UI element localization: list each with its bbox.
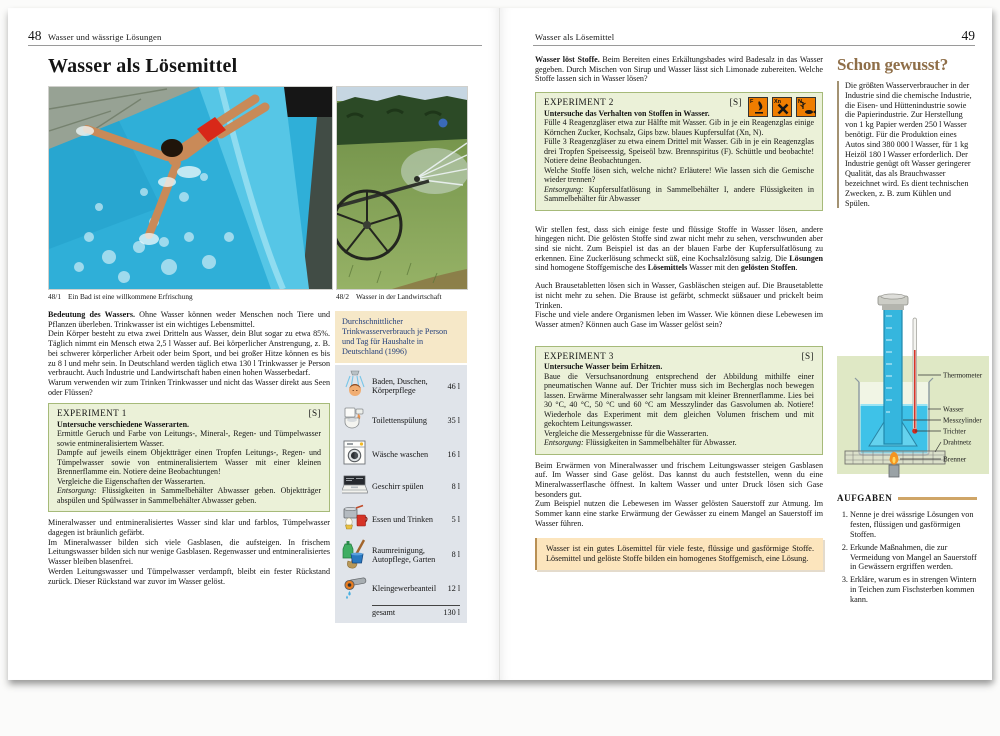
experiment-step: Baue die Versuchsanordnung entsprechend der Abbildung mithilfe einer pneumatischen Wanne auf. Der Trichter muss sich im Becherglas noch bewegen lassen. Erwärme Mineralwasser sehr langsam mit kleiner Brennerflamme. Lies bei 30 °C, 40 °C, 50 °C und 60 °C am Messzylinder das Gasvolumen ab. Notiere! Wiederhole das Experiment mit dem gleichen Volumen frischem und mit gekochtem Leitungswasser. <box>544 371 814 429</box>
experiment-3-box <box>535 346 823 455</box>
experiment-subtitle: Untersuche Wasser beim Erhitzen. <box>544 362 663 372</box>
table-row <box>342 504 460 535</box>
table-row-value: 8 l <box>451 482 460 492</box>
tap-icon <box>342 575 372 602</box>
experiment-step: Dampfe auf jeweils einem Objektträger einen Tropfen Leitungs-, Regen- und Tümpelwasser sowie von entmineralisiertem Wasser mit einer kleinen Brennerflamme ein. Notiere deine Beobachtungen! <box>57 448 321 477</box>
page-left <box>8 8 500 680</box>
main-column-right <box>535 55 823 570</box>
experiment-title: EXPERIMENT 1 <box>57 408 127 419</box>
paragraph-text: Zum Beispiel nutzen die Lebewesen im Wasser gelösten Sauerstoff zur Atmung. Im Sommer kann eine starke Erwärmung der Gewässer zu einem Mangel an Sauerstoff im Wasser führen. <box>535 499 823 528</box>
diagram-label-thermometer: Thermometer <box>943 371 983 380</box>
experiment-subtitle: Untersuche das Verhalten von Stoffen in Wasser. <box>544 108 710 118</box>
experiment-2-box <box>535 92 823 211</box>
task-item: 3. Erkläre, warum es in strengen Wintern in Teichen zum Fischsterben kommen kann. <box>850 575 977 604</box>
experiment-step: Fülle 4 Reagenzgläser etwa zur Hälfte mit Wasser. Gib in je ein Reagenzglas einige Körnchen Zucker, Kochsalz, Gips bzw. blaues Kupfersulfat (Xn, N). <box>544 118 814 137</box>
experiment-step: Fülle 3 Reagenzgläser zu etwa einem Drittel mit Wasser. Gib in je ein Reagenzglas drei Tropfen Speiseessig, Speiseöl bzw. Brennspiritus (F). Schüttle und beobachte! Notiere deine Beobachtungen. <box>544 137 814 166</box>
keyword: Lösungen <box>789 253 823 263</box>
table-row-label: Toilettenspülung <box>372 416 427 426</box>
paragraph-text: Wir stellen fest, dass sich einige feste und flüssige Stoffe in Wasser lösen, andere hingegen nicht. Die gelösten Stoffe sind zwar nicht mehr zu sehen, verschwunden aber sind sie nicht. Zum Beispiel ist das an der blauen Farbe der Kupfersulfatlösung zu erkennen. Eine Zuckerlösung schmeckt süß, eine Kochsalzlösung salzig. Die <box>535 224 823 263</box>
table-row <box>342 538 460 573</box>
table-row <box>342 406 460 437</box>
paragraph-text: Fische und viele andere Organismen leben im Wasser. Wie können diese Lebewesen im Wasser atmen? Können auch Gase im Wasser gelöst sein? <box>535 310 823 329</box>
experiment-subtitle: Untersuche verschiedene Wasserarten. <box>57 419 190 429</box>
table-rows <box>335 365 467 623</box>
harmful-icon <box>772 97 792 117</box>
table-total-label: gesamt <box>372 607 396 617</box>
header-rule <box>28 45 482 46</box>
experiment-step: Vergleiche die Eigenschaften der Wasserarten. <box>57 476 206 486</box>
paragraph-text: Auch Brausetabletten lösen sich in Wasser, Gasbläschen steigen auf. Die Brausetablette ist nicht mehr zu sehen. Die Brause ist gefärbt, schmeckt süßsauer und prickelt beim Trinken. <box>535 281 823 310</box>
paragraph-text: Mineralwasser und entmineralisiertes Wasser sind klar und farblos, Tümpelwasser dagegen ist bräunlich gefärbt. <box>48 518 330 538</box>
table-row-label: Essen und Trinken <box>372 514 433 524</box>
paragraph-text: Beim Bereiten eines Erkältungsbades wird Badesalz in das Wasser gegeben. Durch Mischen von Sirup und Wasser lässt sich Limonade zubereiten. Welche Stoffe lassen sich in Wasser lösen? <box>535 55 823 84</box>
page-right <box>500 8 992 680</box>
diagram-label-trichter: Trichter <box>943 427 966 436</box>
paragraph-text: Werden Leitungswasser und Tümpelwasser verdampft, bleibt ein fester Rückstand zurück. Dieser Rückstand war zuvor im Wasser gelöst. <box>48 566 330 586</box>
experiment-1-box <box>48 403 330 512</box>
results-paragraphs <box>48 518 330 586</box>
photo-caption <box>336 292 442 301</box>
tasks-heading: AUFGABEN <box>837 493 893 504</box>
running-head: Wasser und wässrige Lösungen <box>48 32 162 42</box>
safety-tag: [S] <box>801 350 814 361</box>
caption-text: Wasser in der Landwirtschaft <box>355 292 442 301</box>
task-item: 1. Nenne je drei wässrige Lösungen von festen, flüssigen und gasförmigen Stoffen. <box>850 510 977 539</box>
paragraph-text: Ohne Wasser können weder Menschen noch Tiere und Pflanzen überleben. Trinkwasser ist ein wichtiges Lebensmittel. <box>48 310 331 329</box>
caption-number: 48/1 <box>48 292 61 301</box>
table-row <box>342 575 460 602</box>
food-icon <box>342 504 372 535</box>
toilet-icon <box>342 406 372 437</box>
diagram-label-drahtnetz: Drahtnetz <box>943 438 972 447</box>
running-head: Wasser als Lösemittel <box>535 32 615 42</box>
disposal-text: Flüssigkeiten in Sammelbehälter Abwasser geben. Objektträger abspülen und Spülwasser in Sammelbehälter Abwasser geben. <box>57 486 321 505</box>
intro-paragraph <box>535 55 823 84</box>
tasks-heading-rule <box>898 497 977 500</box>
gases-paragraphs <box>535 461 823 529</box>
paragraph-text: Wasser mit den <box>687 263 741 273</box>
table-row-label: Kleingewerbeanteil <box>372 583 437 593</box>
table-row-value: 46 l <box>447 381 460 391</box>
caption-number: 48/2 <box>336 292 349 301</box>
table-total-value: 130 l <box>443 607 460 617</box>
disposal-label: Entsorgung: <box>544 184 584 194</box>
tasks-section <box>837 493 977 604</box>
paragraph-text: sind homogene Stoffgemische des <box>535 263 648 273</box>
diagram-label-wasser: Wasser <box>943 405 964 414</box>
photo-irrigation <box>336 86 468 290</box>
book-spread <box>8 8 992 680</box>
table-row-label: Geschirr spülen <box>372 482 424 492</box>
table-row <box>342 439 460 470</box>
experiment-title: EXPERIMENT 3 <box>544 350 614 361</box>
water-consumption-table <box>335 311 467 625</box>
disposal-text: Flüssigkeiten in Sammelbehälter für Abwasser. <box>583 438 737 448</box>
experiment-step: Welche Stoffe lösen sich, welche nicht? Erläutere! Wie lassen sich die Gemische wieder trennen? <box>544 165 814 185</box>
table-row-label: Wäsche waschen <box>372 449 429 459</box>
margin-column <box>837 55 983 608</box>
shower-icon <box>342 370 372 403</box>
experiment-title: EXPERIMENT 2 <box>544 97 614 108</box>
keyword: Lösemittels <box>647 263 688 273</box>
did-you-know-heading: Schon gewusst? <box>837 55 949 74</box>
photo-caption <box>48 292 193 301</box>
experiment-step: Vergleiche die Messergebnisse für die Wasserarten. <box>544 428 709 438</box>
page-number: 49 <box>961 28 975 43</box>
hazard-code: N <box>798 99 802 106</box>
table-row-label: Baden, Duschen, Körperpflege <box>372 376 428 396</box>
table-row-value: 16 l <box>447 449 460 459</box>
intro-paragraphs <box>48 310 330 397</box>
safety-tag: [S] <box>308 408 321 419</box>
page-title: Wasser als Lösemittel <box>48 55 238 77</box>
apparatus-diagram <box>837 292 983 484</box>
header-rule <box>533 45 975 46</box>
table-row-label: Raumreinigung, Autopflege, Garten <box>372 545 436 565</box>
did-you-know-text: Die größten Wasserverbraucher in der Industrie sind die chemische Industrie, die Eisen- und Hüttenindustrie sowie die Papierindustrie. Zur Herstellung von 1 kg Papier werden 250 l Wasser benötigt. Für die Produktion eines Autos sind 380 000 l Wasser, für 1 kg Heizöl 180 l Wasser erforderlich. Der Industrie genügt oft Wasser geringerer Qualität, das als Brauchwasser bezeichnet wird. Es dient technischen Zwecken, z. B. zum Kühlen und Spülen. <box>837 81 977 208</box>
disposal-text: Kupfersulfatlösung in Sammelbehälter I, andere Flüssigkeiten in Sammelbehälter für Abwasser <box>544 184 814 204</box>
table-row <box>342 370 460 403</box>
disposal-label: Entsorgung: <box>544 438 584 448</box>
summary-box: Wasser ist ein gutes Lösemittel für viele feste, flüssige und gasförmige Stoffe. Lösemittel und gelöste Stoffe bilden ein homogenes Stoffgemisch, eine Lösung. <box>535 538 823 570</box>
experiment-step: Ermittle Geruch und Farbe von Leitungs-, Mineral-, Regen- und Tümpelwasser sowie entmineralisiertem Wasser. <box>57 429 321 448</box>
disposal-label: Entsorgung: <box>57 486 97 496</box>
paragraph-text: Im Mineralwasser bilden sich viele Gasblasen, die aufsteigen. In frischem Leitungswasser bilden sich nur wenige Gasblasen. Regenwasser und entmineralisiertes Wasser bleiben blasenfrei. <box>48 537 330 567</box>
paragraph-text: Beim Erwärmen von Mineralwasser und frischem Leitungswasser steigen Gasblasen auf. Im Wasser sind Gase gelöst. Das kannst du auch feststellen, wenn du eine Mineralwasserflasche öffnest. In kaltem Wasser und unter Druck lösen sich Gase besonders gut. <box>535 460 823 499</box>
paragraph-lead: Wasser löst Stoffe. <box>535 55 600 64</box>
table-title: Durchschnittlicher Trinkwasserverbrauch je Person und Tag für Haushalte in Deutschland (1996) <box>335 311 467 363</box>
table-row-value: 8 l <box>451 550 460 560</box>
caption-text: Ein Bad ist eine willkommene Erfrischung <box>67 292 193 301</box>
paragraph-lead: Bedeutung des Wassers. <box>48 310 136 319</box>
washing-machine-icon <box>342 439 372 470</box>
photo-water-slide <box>48 86 333 290</box>
paragraph-text: Dein Körper besteht zu etwa zwei Dritteln aus Wasser, dein Blut sogar zu etwa 85%. Täglich nimmt ein Mensch etwa 2,5 l Wasser auf. Bei körperlicher Anstrengung, z. B. bei schwerer körperlicher Arbeit oder beim Sport, und bei großer Hitze können es bis zu 8 l und mehr sein. In Deutschland werden täglich etwa 130 l Trinkwasser je Person verbraucht. Auch Industrie und Landwirtschaft haben einen hohen Wasserbedarf. <box>48 329 330 378</box>
table-row-value: 35 l <box>447 416 460 426</box>
table-row <box>342 473 460 502</box>
hazard-code: Xn <box>774 99 782 106</box>
page-number: 48 <box>28 28 42 43</box>
hazard-icons <box>748 97 816 117</box>
table-row-value: 12 l <box>447 583 461 593</box>
table-total-row <box>372 605 460 617</box>
keyword: gelösten Stoffen <box>740 263 796 273</box>
solutions-paragraph <box>535 225 823 274</box>
diagram-label-messzylinder: Messzylinder <box>943 416 982 425</box>
safety-tag: [S] <box>729 97 742 108</box>
paragraph-text: Warum verwenden wir zum Trinken Trinkwasser und nicht das Wasser direkt aus Seen oder Flüssen? <box>48 377 330 397</box>
hazard-code: F <box>750 99 754 106</box>
main-column-left <box>48 310 330 586</box>
paragraph-text: . <box>795 263 798 273</box>
diagram-label-brenner: Brenner <box>943 455 967 464</box>
effervescent-paragraphs <box>535 281 823 330</box>
environment-hazard-icon <box>796 97 816 117</box>
dishwasher-icon <box>342 473 372 502</box>
tasks-list <box>837 510 977 604</box>
task-item: 2. Erkunde Maßnahmen, die zur Vermeidung von Mangel an Sauerstoff in Gewässern ergriffen werden. <box>850 543 977 572</box>
cleaning-icon <box>342 538 372 573</box>
table-row-value: 5 l <box>451 514 460 524</box>
flammable-icon <box>748 97 768 117</box>
